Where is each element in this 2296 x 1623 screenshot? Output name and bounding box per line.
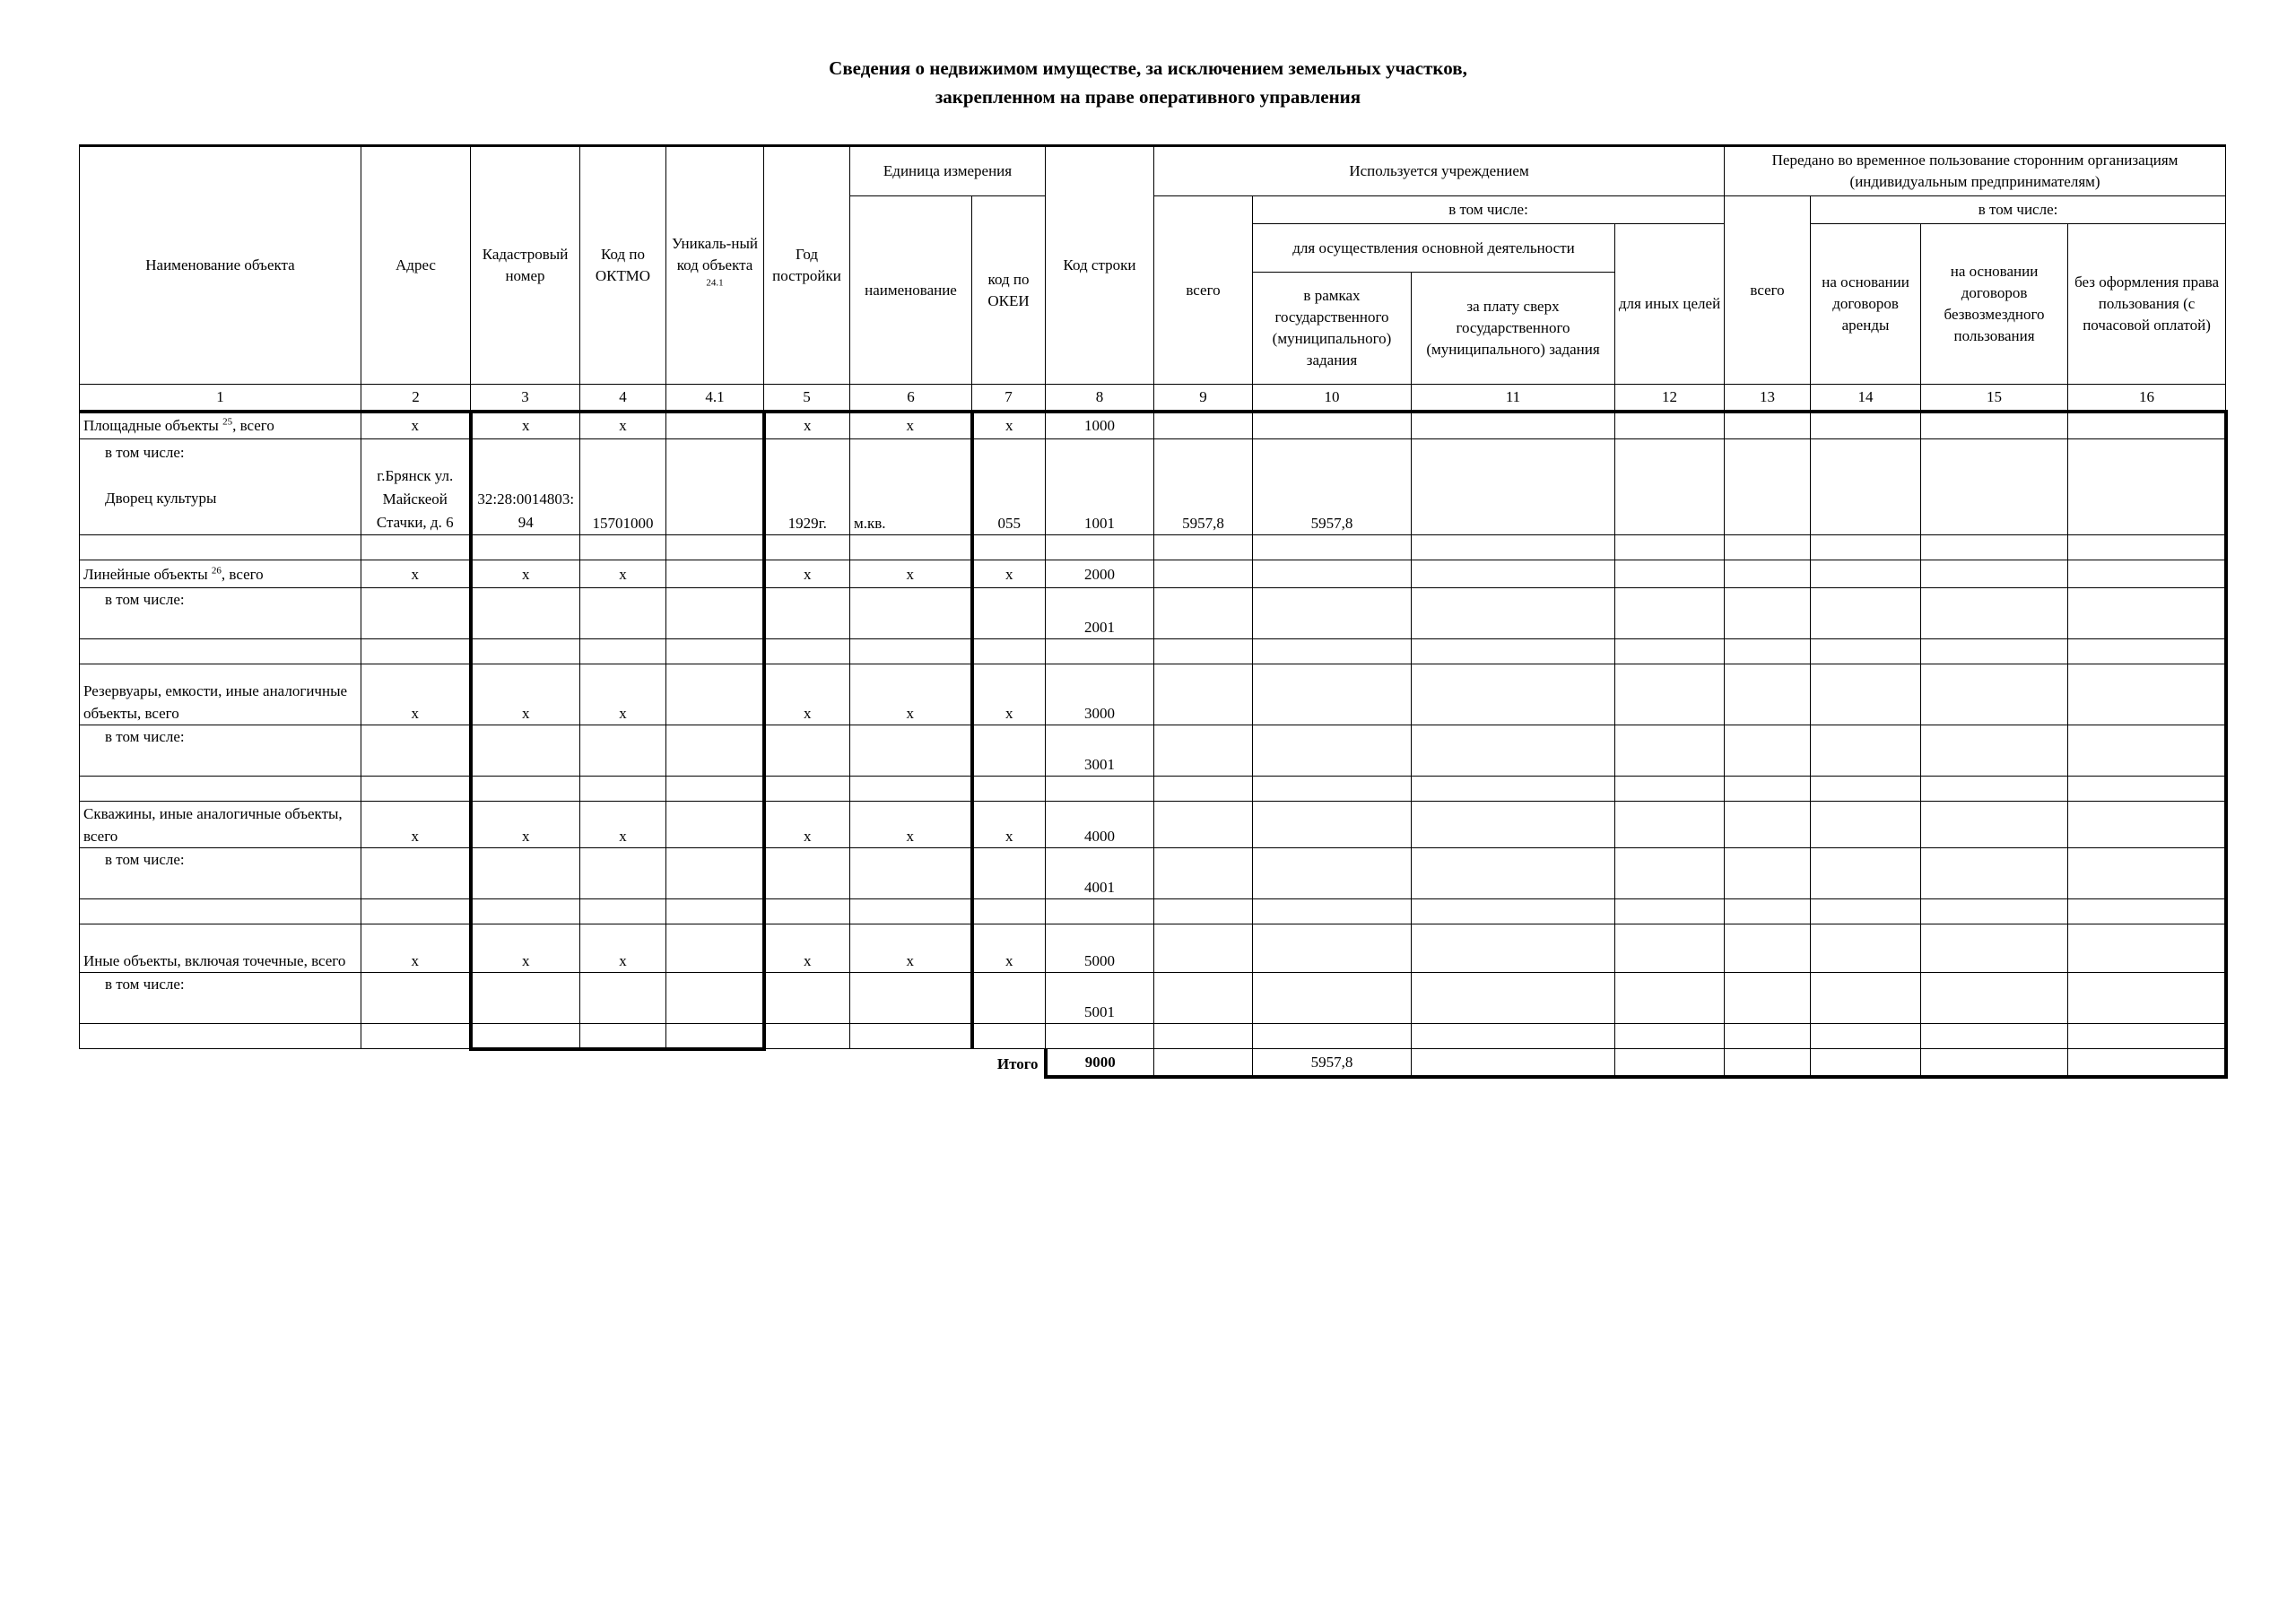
table-row	[80, 924, 2226, 973]
cell-x: x	[471, 924, 580, 973]
table-row	[80, 973, 2226, 1024]
row-reservoir-total-name: Резервуары, емкости, иные аналогичные объекты, всего	[80, 664, 361, 725]
page-title: Сведения о недвижимом имуществе, за исключением земельных участков,	[829, 57, 1467, 79]
cell-x: x	[471, 664, 580, 725]
cell-x: x	[580, 412, 666, 439]
col-number: 1	[80, 385, 361, 412]
row-area-item-total: 5957,8	[1154, 439, 1253, 535]
row-area-item-cadastral: 32:28:0014803:94	[471, 439, 580, 535]
row-code: 1000	[1046, 412, 1154, 439]
cell-x: x	[580, 924, 666, 973]
header-tr-lease: на основании договоров аренды	[1811, 224, 1921, 385]
header-used-main: для осуществления основной деятельности	[1253, 224, 1615, 273]
row-area-item-oktmo: 15701000	[580, 439, 666, 535]
page-subtitle: закрепленном на праве оперативного управления	[935, 86, 1361, 108]
cell-x: x	[580, 560, 666, 588]
cell-x: x	[361, 560, 471, 588]
header-used: Используется учреждением	[1154, 146, 1725, 196]
header-cadastral: Кадастровый номер	[471, 146, 580, 385]
row-code: 4000	[1046, 802, 1154, 848]
col-number: 11	[1412, 385, 1615, 412]
table-row	[80, 412, 2226, 439]
cell-x: x	[972, 412, 1046, 439]
header-tr-total: всего	[1725, 196, 1811, 385]
cell-x: x	[764, 412, 850, 439]
cell-x: x	[850, 560, 972, 588]
table-row	[80, 439, 2226, 535]
col-number: 15	[1921, 385, 2068, 412]
cell-x: x	[850, 802, 972, 848]
row-code: 3001	[1046, 725, 1154, 777]
table-row	[80, 848, 2226, 899]
header-oktmo: Код по ОКТМО	[580, 146, 666, 385]
row-wells-incl: в том числе:	[105, 851, 185, 868]
col-number: 5	[764, 385, 850, 412]
cell-x: x	[361, 924, 471, 973]
col-number: 10	[1253, 385, 1412, 412]
header-tr-nocontract: без оформления права пользования (с почасовой оплатой)	[2068, 224, 2226, 385]
table-row	[80, 535, 2226, 560]
cell-x: x	[471, 802, 580, 848]
cell-x: x	[972, 924, 1046, 973]
cell-x: x	[764, 664, 850, 725]
row-code: 2000	[1046, 560, 1154, 588]
table-row	[80, 802, 2226, 848]
row-area-item-name: в том числе: Дворец культуры	[80, 439, 361, 535]
header-unit-okei: код по ОКЕИ	[972, 196, 1046, 385]
header-used-state-task: в рамках государственного (муниципального) задания	[1253, 273, 1412, 385]
header-tr-free: на основании договоров безвозмездного пользования	[1921, 224, 2068, 385]
property-table	[79, 144, 2228, 1079]
table-row	[80, 560, 2226, 588]
col-number: 16	[2068, 385, 2226, 412]
cell-x: x	[972, 560, 1046, 588]
header-used-other: для иных целей	[1615, 224, 1725, 385]
col-number: 8	[1046, 385, 1154, 412]
header-unit: Единица измерения	[850, 146, 1046, 196]
header-used-incl: в том числе:	[1253, 196, 1725, 224]
header-tr-incl: в том числе:	[1811, 196, 2226, 224]
row-other-incl: в том числе:	[105, 976, 185, 993]
header-used-total: всего	[1154, 196, 1253, 385]
row-code: 1001	[1046, 439, 1154, 535]
total-label: Итого	[996, 1055, 1039, 1072]
cell-x: x	[361, 664, 471, 725]
row-area-item-unit: м.кв.	[850, 439, 972, 535]
row-area-item-address: г.Брянск ул. Майскеой Стачки, д. 6	[361, 439, 471, 535]
cell-x: x	[972, 664, 1046, 725]
row-code: 5001	[1046, 973, 1154, 1024]
cell-x: x	[764, 560, 850, 588]
row-code: 5000	[1046, 924, 1154, 973]
col-number: 6	[850, 385, 972, 412]
col-number: 13	[1725, 385, 1811, 412]
cell-x: x	[471, 560, 580, 588]
row-wells-total-name: Скважины, иные аналогичные объекты, всего	[80, 802, 361, 848]
cell-x: x	[361, 412, 471, 439]
row-area-item-year: 1929г.	[764, 439, 850, 535]
cell-x: x	[471, 412, 580, 439]
table-row	[80, 664, 2226, 725]
row-code: 2001	[1046, 588, 1154, 639]
row-linear-incl: в том числе:	[105, 591, 185, 608]
cell-x: x	[972, 802, 1046, 848]
header-address: Адрес	[361, 146, 471, 385]
cell-x: x	[850, 412, 972, 439]
row-code: 4001	[1046, 848, 1154, 899]
table-row	[80, 588, 2226, 639]
table-row	[80, 899, 2226, 924]
total-code: 9000	[1046, 1049, 1154, 1077]
col-number: 7	[972, 385, 1046, 412]
header-unit-name: наименование	[850, 196, 972, 385]
col-number: 12	[1615, 385, 1725, 412]
row-code: 3000	[1046, 664, 1154, 725]
cell-x: x	[764, 924, 850, 973]
col-number: 2	[361, 385, 471, 412]
cell-x: x	[580, 802, 666, 848]
table-row	[80, 777, 2226, 802]
header-year-built: Год постройки	[764, 146, 850, 385]
row-area-item-okei: 055	[972, 439, 1046, 535]
col-number: 3	[471, 385, 580, 412]
total-row	[80, 1049, 2226, 1077]
col-number: 14	[1811, 385, 1921, 412]
header-name: Наименование объекта	[80, 146, 361, 385]
column-numbers-row	[80, 385, 2226, 412]
row-linear-total-name: Линейные объекты $^{26}$, всего	[80, 560, 361, 588]
row-area-incl: в том числе:	[105, 444, 185, 461]
header-used-paid: за плату сверх государственного (муниципального) задания	[1412, 273, 1615, 385]
cell-x: x	[850, 924, 972, 973]
table-row	[80, 1024, 2226, 1049]
total-state-task: 5957,8	[1253, 1049, 1412, 1077]
cell-x: x	[764, 802, 850, 848]
header-unique-code: Уникаль-ный код объекта $^{24.1}$	[666, 146, 764, 385]
header-transferred: Передано во временное пользование сторонним организациям (индивидуальным предпринимателям)	[1725, 146, 2226, 196]
col-number: 4	[580, 385, 666, 412]
col-number: 4.1	[666, 385, 764, 412]
cell-x: x	[580, 664, 666, 725]
table-row	[80, 725, 2226, 777]
header-row-code: Код строки	[1046, 146, 1154, 385]
cell-x: x	[850, 664, 972, 725]
col-number: 9	[1154, 385, 1253, 412]
row-other-total-name: Иные объекты, включая точечные, всего	[80, 924, 361, 973]
row-area-total-name: Площадные объекты $^{25}$, всего	[80, 412, 361, 439]
table-row	[80, 639, 2226, 664]
row-reservoir-incl: в том числе:	[105, 728, 185, 745]
cell-x: x	[361, 802, 471, 848]
row-area-item-state-task: 5957,8	[1253, 439, 1412, 535]
